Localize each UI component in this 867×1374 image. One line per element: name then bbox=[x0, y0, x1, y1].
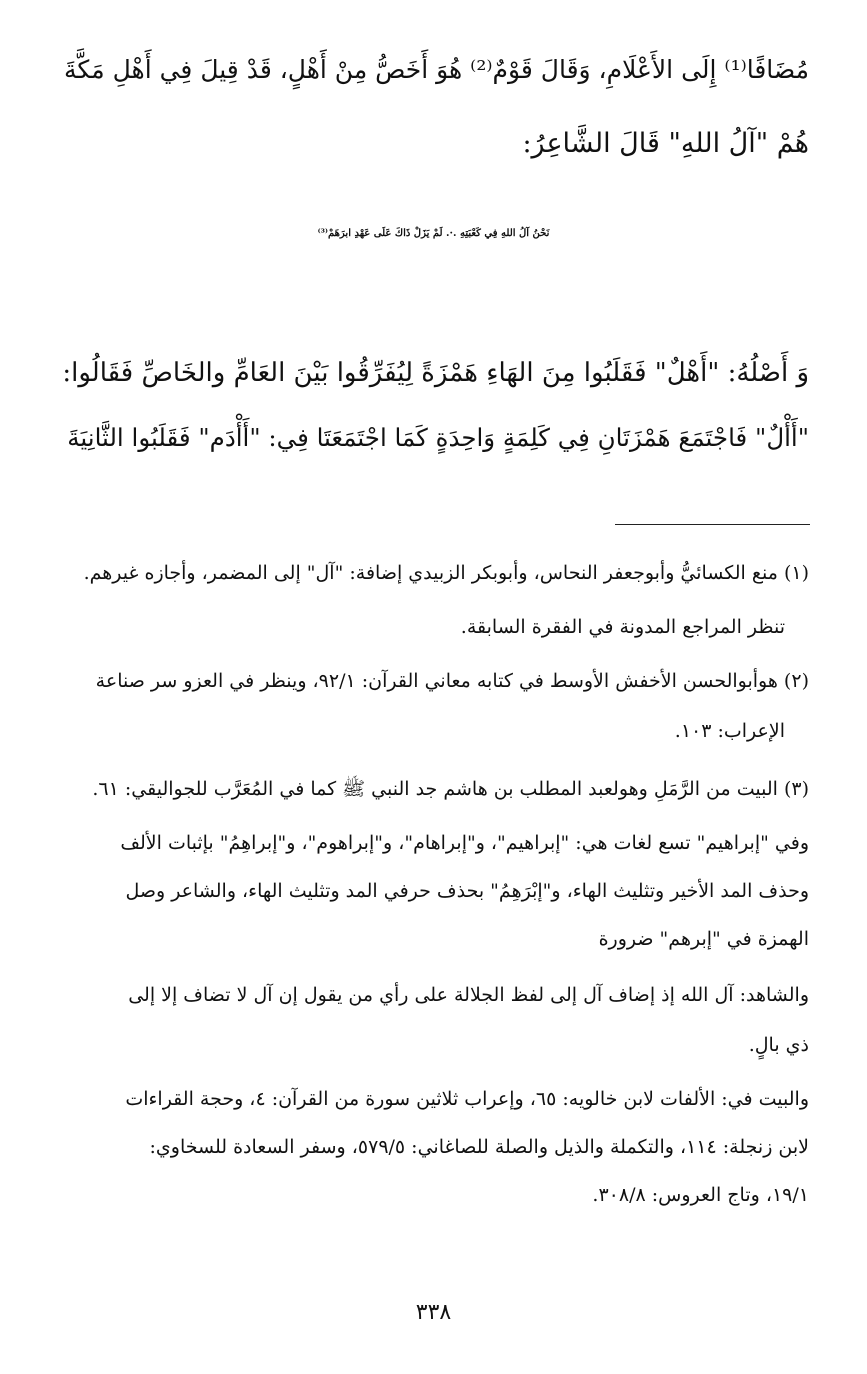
main-text-line-2: هُمْ "آلُ اللهِ" قَالَ الشَّاعِرُ: bbox=[522, 128, 809, 159]
main-text-line-1: مُضَافًا⁽¹⁾ إِلَى الأَعْلَامِ، وَقَالَ قَوْمٌ⁽²⁾ هُوَ أَخَصُّ مِنْ أَهْلٍ، قَدْ قِيلَ فِي أَهْلِ مَكَّةَ bbox=[64, 55, 809, 84]
footnote-2-line-1: (٢) هوأبوالحسن الأخفش الأوسط في كتابه معاني القرآن: ٩٢/١، وينظر في العزو سر صناعة bbox=[95, 670, 809, 692]
footnote-3-line-9: ١٩/١، وتاج العروس: ٣٠٨/٨. bbox=[592, 1184, 809, 1206]
poem-verse: نَحْنُ آلُ اللهِ فِي كَعْبَتِهِ .·. لَمْ يَزَلْ ذَاكَ عَلَى عَهْدِ ابرَهَمْ⁽³⁾ bbox=[317, 228, 550, 239]
footnote-3-line-1: (٣) البيت من الرَّمَلِ وهولعبد المطلب بن هاشم جد النبي ﷺ كما في المُعَرَّب للجواليقي: ٦١. bbox=[92, 778, 809, 800]
footnote-1-line-1: (١) منع الكسائيُّ وأبوجعفر النحاس، وأبوبكر الزبيدي إضافة: "آل" إلى المضمر، وأجازه غيرهم. bbox=[83, 562, 809, 584]
footnote-1-line-2: تنظر المراجع المدونة في الفقرة السابقة. bbox=[460, 616, 785, 638]
footnote-3-line-4: الهمزة في "إبرهم" ضرورة bbox=[598, 928, 809, 950]
footnote-3-line-6: ذي بالٍ. bbox=[748, 1034, 809, 1056]
footnote-2-line-2: الإعراب: ١٠٣. bbox=[674, 720, 785, 742]
main-text-line-3: وَ أَصْلُهُ: "أَهْلٌ" فَقَلَبُوا مِنَ الهَاءِ هَمْزَةً لِيُفَرِّقُوا بَيْنَ العَامِّ والخَاصِّ فَقَالُوا: bbox=[62, 358, 809, 388]
page-number: ٣٣٨ bbox=[415, 1300, 452, 1325]
footnote-3-line-7: والبيت في: الألفات لابن خالويه: ٦٥، وإعراب ثلاثين سورة من القرآن: ٤، وحجة القراءات bbox=[125, 1088, 809, 1110]
footnote-3-line-5: والشاهد: آل الله إذ إضاف آل إلى لفظ الجلالة على رأي من يقول إن آل لا تضاف إلا إلى bbox=[128, 984, 809, 1006]
footnote-3-line-3: وحذف المد الأخير وتثليث الهاء، و"إبْرَهِمُ" بحذف حرفي المد وتثليث الهاء، والشاعر وصل bbox=[125, 880, 809, 902]
main-text-line-4: "أَأْلٌ" فَاجْتَمَعَ هَمْزَتَانِ فِي كَلِمَةٍ وَاحِدَةٍ كَمَا اجْتَمَعَتَا فِي: "أَأْدَم" فَقَلَبُوا الثَّانِيَةَ bbox=[67, 423, 809, 452]
footnote-3-line-8: لابن زنجلة: ١١٤، والتكملة والذيل والصلة للصاغاني: ٥٧٩/٥، وسفر السعادة للسخاوي: bbox=[149, 1136, 809, 1158]
footnote-3-line-2: وفي "إبراهيم" تسع لغات هي: "إبراهيم"، و"إبراهام"، و"إبراهوم"، و"إبراهِمُ" بإثبات الألف bbox=[120, 832, 809, 854]
footnote-separator bbox=[615, 524, 810, 525]
